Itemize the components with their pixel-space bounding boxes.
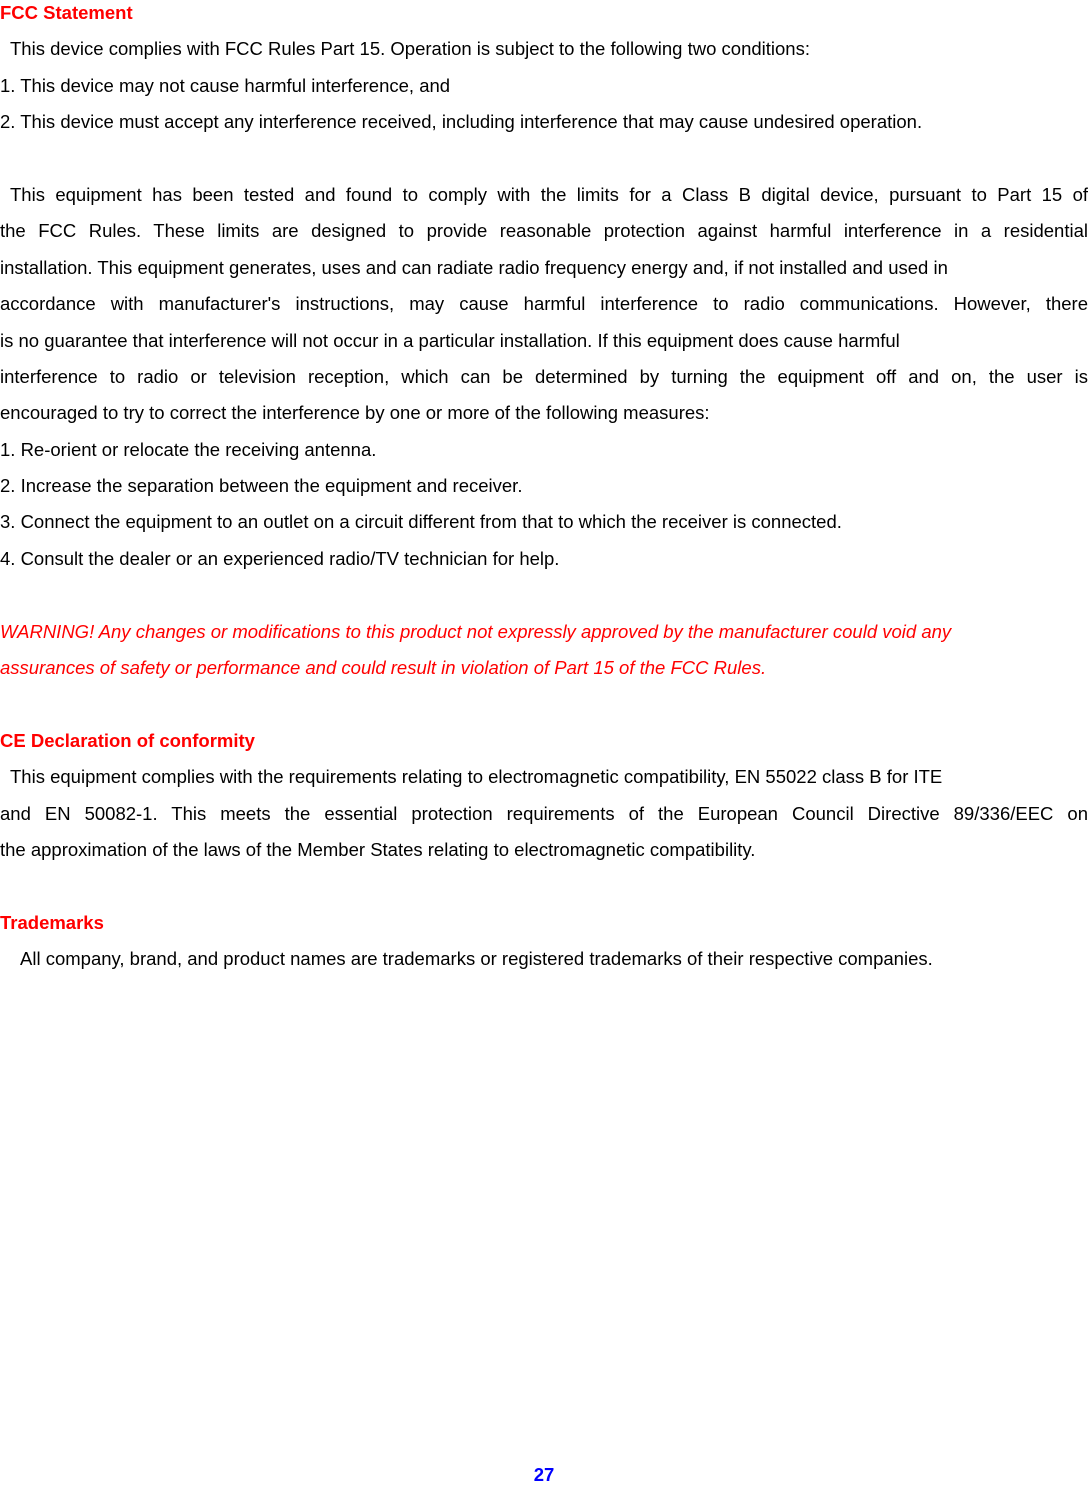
spacer (0, 868, 1088, 904)
fcc-paragraph-line: This equipment has been tested and found to comply with the limits for a Class B digital device, pursuant to Part 15 of (10, 183, 1088, 205)
fcc-measure-2: 2. Increase the separation between the equipment and receiver. (0, 475, 523, 497)
fcc-paragraph-line: interference to radio or television reception, which can be determined by turning the equipment off and on, the user is (0, 365, 1088, 387)
fcc-condition-2: 2. This device must accept any interference received, including interference that may cause undesired operation. (0, 111, 923, 133)
fcc-paragraph-line: encouraged to try to correct the interference by one or more of the following measures: (0, 402, 710, 424)
fcc-heading: FCC Statement (0, 2, 133, 23)
ce-line: This equipment complies with the requirements relating to electromagnetic compatibility, EN 55022 class B for ITE (10, 766, 943, 788)
fcc-paragraph-line: installation. This equipment generates, uses and can radiate radio frequency energy and, if not installed and used in (0, 256, 948, 278)
page-number: 27 (533, 1464, 555, 1485)
fcc-measure-3: 3. Connect the equipment to an outlet on a circuit different from that to which the receiver is connected. (0, 511, 842, 533)
fcc-paragraph-line: accordance with manufacturer's instructions, may cause harmful interference to radio communications. However, there (0, 293, 1088, 315)
fcc-condition-1: 1. This device may not cause harmful interference, and (0, 74, 451, 96)
ce-line: and EN 50082-1. This meets the essential protection requirements of the European Council Directive 89/336/EEC on (0, 802, 1088, 824)
spacer (0, 577, 1088, 613)
fcc-paragraph-line: the FCC Rules. These limits are designed to provide reasonable protection against harmful interference in a residential (0, 220, 1088, 242)
fcc-warning-line: assurances of safety or performance and could result in violation of Part 15 of the FCC Rules. (0, 657, 767, 679)
spacer (0, 141, 1088, 177)
trademarks-text: All company, brand, and product names are trademarks or registered trademarks of their respective companies. (20, 948, 933, 970)
fcc-intro: This device complies with FCC Rules Part 15. Operation is subject to the following two conditions: (10, 38, 810, 60)
spacer (0, 686, 1088, 722)
fcc-warning-line: WARNING! Any changes or modifications to this product not expressly approved by the manufacturer could void any (0, 620, 952, 642)
ce-line: the approximation of the laws of the Member States relating to electromagnetic compatibility. (0, 838, 756, 860)
trademarks-heading: Trademarks (0, 911, 104, 933)
fcc-measure-1: 1. Re-orient or relocate the receiving antenna. (0, 438, 377, 460)
ce-heading: CE Declaration of conformity (0, 729, 255, 751)
fcc-paragraph-line: is no guarantee that interference will not occur in a particular installation. If this equipment does cause harmful (0, 329, 900, 351)
fcc-measure-4: 4. Consult the dealer or an experienced radio/TV technician for help. (0, 547, 560, 569)
